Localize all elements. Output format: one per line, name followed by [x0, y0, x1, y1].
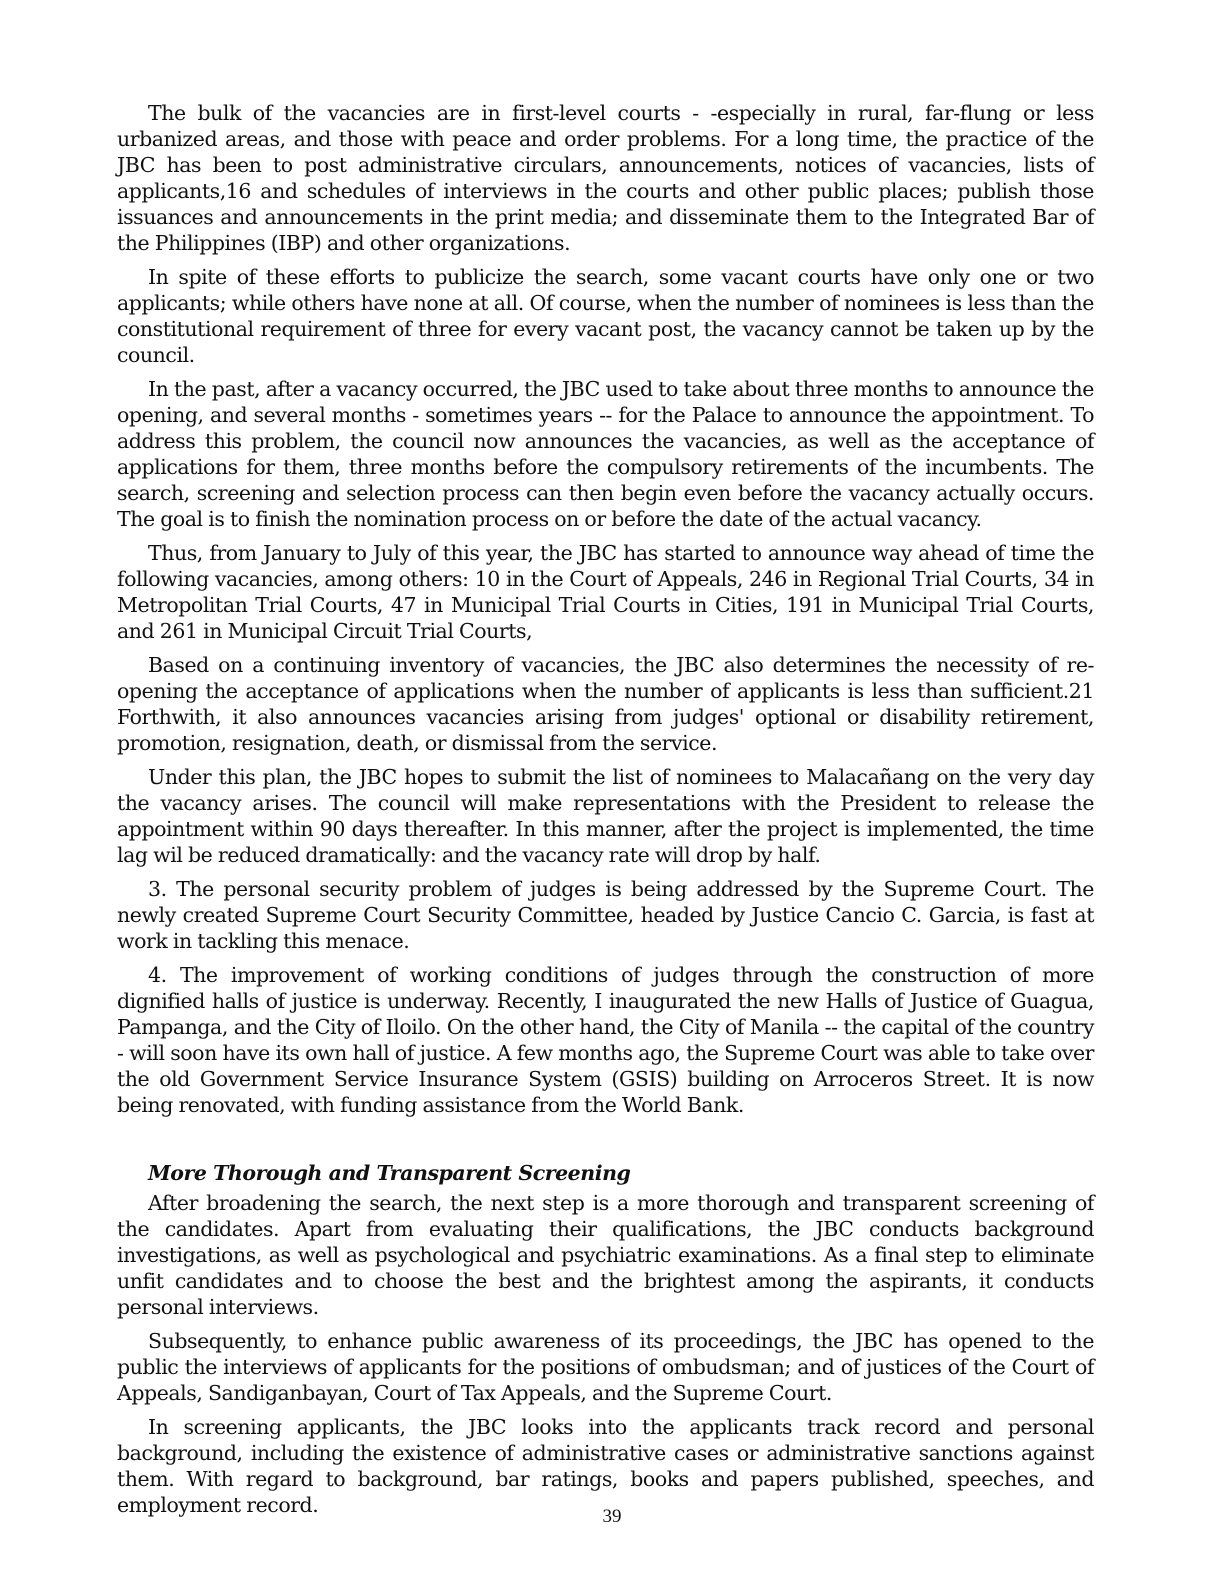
paragraph-vacancies-first-level: The bulk of the vacancies are in first-level courts - -especially in rural, far-flung or less urbanized areas, and those with peace and order problems. For a long time, the practice of the JBC has been to post administrative circulars, announcements, notices of vacancies, lists of applicants,16 and schedules of interviews in the courts and other public places; publish those issuances and announcements in the print media; and disseminate them to the Integrated Bar of the Philippines (IBP) and other organizations.	[117, 101, 1094, 255]
section-heading: More Thorough and Transparent Screening	[148, 1161, 631, 1185]
paragraph-submit-nominees: Under this plan, the JBC hopes to submit the list of nominees to Malacañang on the very day the vacancy arises. The council will make representations with the President to release the appointment within 90 days thereafter. In this manner, after the project is implemented, the time lag wil be reduced dramatically: and the vacancy rate will drop by half.	[117, 765, 1094, 867]
paragraph-announce-vacancies: In the past, after a vacancy occurred, the JBC used to take about three months to announce the opening, and several months - sometimes years -- for the Palace to announce the appointment. To address this problem, the council now announces the vacancies, as well as the acceptance of applications for them, three months before the compulsory retirements of the incumbents. The search, screening and selection process can then begin even before the vacancy actually occurs. The goal is to finish the nomination process on or before the date of the actual vacancy.	[117, 377, 1094, 531]
page-number: 39	[602, 1506, 622, 1527]
paragraph-public-interviews: Subsequently, to enhance public awareness of its proceedings, the JBC has opened to the public the interviews of applicants for the positions of ombudsman; and of justices of the Court of Appeals, Sandiganbayan, Court of Tax Appeals, and the Supreme Court.	[117, 1329, 1094, 1405]
paragraph-publicize-search: In spite of these efforts to publicize the search, some vacant courts have only one or two applicants; while others have none at all. Of course, when the number of nominees is less than the constitutional requirement of three for every vacant post, the vacancy cannot be taken up by the council.	[117, 265, 1094, 367]
paragraph-track-record: In screening applicants, the JBC looks into the applicants track record and personal background, including the existence of administrative cases or administrative sanctions against them. With regard to background, bar ratings, books and papers published, speeches, and employment record.	[117, 1415, 1094, 1517]
paragraph-screening-process: After broadening the search, the next step is a more thorough and transparent screening of the candidates. Apart from evaluating their qualifications, the JBC conducts background investigations, as well as psychological and psychiatric examinations. As a final step to eliminate unfit candidates and to choose the best and the brightest among the aspirants, it conducts personal interviews.	[117, 1191, 1094, 1319]
paragraph-inventory-of-vacancies: Based on a continuing inventory of vacancies, the JBC also determines the necessity of re-opening the acceptance of applications when the number of applicants is less than sufficient.21 Forthwith, it also announces vacancies arising from judges' optional or disability retirement, promotion, resignation, death, or dismissal from the service.	[117, 653, 1094, 755]
paragraph-working-conditions: 4. The improvement of working conditions of judges through the construction of more dignified halls of justice is underway. Recently, I inaugurated the new Halls of Justice of Guagua, Pampanga, and the City of Iloilo. On the other hand, the City of Manila -- the capital of the country - will soon have its own hall of justice. A few months ago, the Supreme Court was able to take over the old Government Service Insurance System (GSIS) building on Arroceros Street. It is now being renovated, with funding assistance from the World Bank.	[117, 963, 1094, 1117]
document-page	[117, 100, 1094, 1526]
paragraph-security-problem: 3. The personal security problem of judges is being addressed by the Supreme Court. The newly created Supreme Court Security Committee, headed by Justice Cancio C. Garcia, is fast at work in tackling this menace.	[117, 877, 1094, 953]
paragraph-vacancy-counts: Thus, from January to July of this year, the JBC has started to announce way ahead of time the following vacancies, among others: 10 in the Court of Appeals, 246 in Regional Trial Courts, 34 in Metropolitan Trial Courts, 47 in Municipal Trial Courts in Cities, 191 in Municipal Trial Courts, and 261 in Municipal Circuit Trial Courts,	[117, 541, 1094, 643]
